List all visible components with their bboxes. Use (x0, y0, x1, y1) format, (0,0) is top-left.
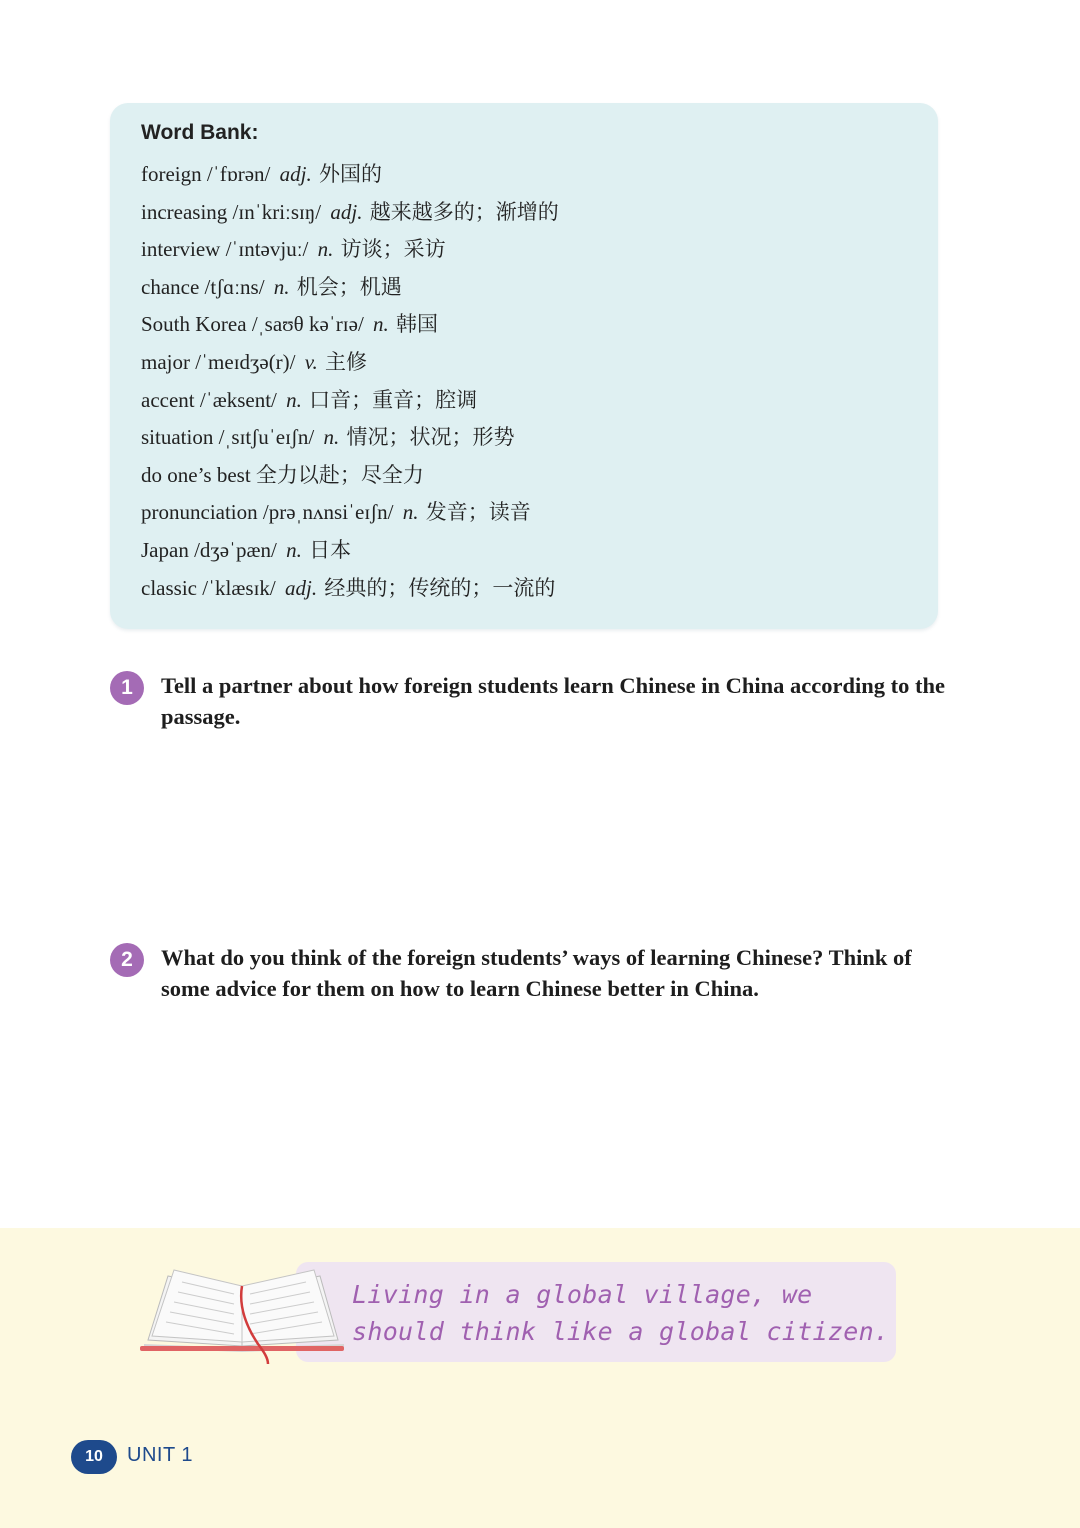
word-entry (141, 422, 559, 460)
word-entry (141, 573, 559, 611)
question-text: Tell a partner about how foreign students learn Chinese in China according to the passage. (161, 673, 946, 729)
question-number-badge: 1 (110, 671, 144, 705)
word: classic (141, 575, 197, 600)
word: South Korea (141, 312, 247, 337)
phonetic: /ˈɪntəvjuː/ (225, 237, 309, 262)
word-entry (141, 535, 559, 573)
part-of-speech: n. (317, 237, 334, 262)
word-entry (141, 497, 559, 535)
part-of-speech: n. (402, 500, 419, 525)
part-of-speech: adj. (279, 162, 312, 186)
meaning: 机会；机遇 (296, 274, 402, 299)
phonetic: /tʃɑːns/ (204, 274, 265, 299)
part-of-speech: n. (373, 312, 389, 337)
word: chance (141, 274, 200, 299)
part-of-speech: adj. (330, 199, 363, 224)
question-text: What do you think of the foreign students’ ways of learning Chinese? Think of some advice for them on how to learn Chinese better in China. (161, 945, 912, 1001)
phonetic: /ˈklæsɪk/ (202, 575, 276, 600)
phonetic: /dʒəˈpæn/ (194, 537, 277, 562)
word: do one’s best (141, 462, 251, 487)
meaning: 韩国 (396, 312, 439, 337)
meaning: 越来越多的；渐增的 (369, 199, 559, 224)
part-of-speech: v. (304, 349, 318, 374)
word: increasing (141, 199, 228, 224)
phonetic: /ˈfɒrən/ (206, 162, 271, 186)
meaning: 情况；状况；形势 (346, 425, 515, 450)
part-of-speech: n. (286, 387, 302, 412)
word-entry (141, 385, 559, 423)
word: major (141, 349, 190, 374)
word-entry (141, 159, 559, 197)
meaning: 经典的；传统的；一流的 (324, 575, 556, 600)
word: pronunciation (141, 500, 258, 525)
part-of-speech: adj. (285, 575, 318, 600)
meaning: 口音；重音；腔调 (309, 387, 478, 412)
quote-box (296, 1262, 896, 1362)
word-bank-box (110, 103, 938, 629)
phonetic: /ɪnˈkriːsɪŋ/ (232, 199, 322, 224)
phonetic: /ˌsaʊθ kəˈrɪə/ (251, 312, 364, 337)
question-number-badge: 2 (110, 943, 144, 977)
word: accent (141, 387, 195, 412)
unit-label: UNIT 1 (127, 1444, 193, 1466)
meaning: 日本 (309, 537, 352, 562)
word-entry (141, 234, 559, 272)
phonetic: /ˌsɪtʃuˈeɪʃn/ (218, 425, 315, 450)
word: interview (141, 237, 221, 262)
word-entry (141, 460, 559, 498)
page-number-badge: 10 (71, 1440, 117, 1474)
quote-text: Living in a global village, we should think like a global citizen. (352, 1280, 890, 1346)
word-bank-title: Word Bank: (141, 121, 259, 144)
meaning: 全力以赴；尽全力 (255, 462, 424, 487)
word: foreign (141, 162, 202, 186)
word: Japan (141, 537, 189, 562)
part-of-speech: n. (273, 274, 290, 299)
phonetic: /prəˌnʌnsiˈeɪʃn/ (262, 500, 394, 525)
word: situation (141, 425, 214, 450)
part-of-speech: n. (286, 537, 302, 562)
part-of-speech: n. (323, 425, 340, 450)
word-bank-list (141, 159, 559, 610)
open-book-icon (138, 1262, 348, 1367)
meaning: 外国的 (318, 162, 382, 186)
phonetic: /ˈmeɪdʒə(r)/ (195, 349, 296, 374)
word-entry (141, 197, 559, 235)
phonetic: /ˈæksent/ (199, 387, 277, 412)
meaning: 发音；读音 (425, 500, 531, 525)
meaning: 主修 (325, 349, 368, 374)
word-entry (141, 272, 559, 310)
meaning: 访谈；采访 (340, 237, 446, 262)
word-entry (141, 347, 559, 385)
word-entry (141, 309, 559, 347)
